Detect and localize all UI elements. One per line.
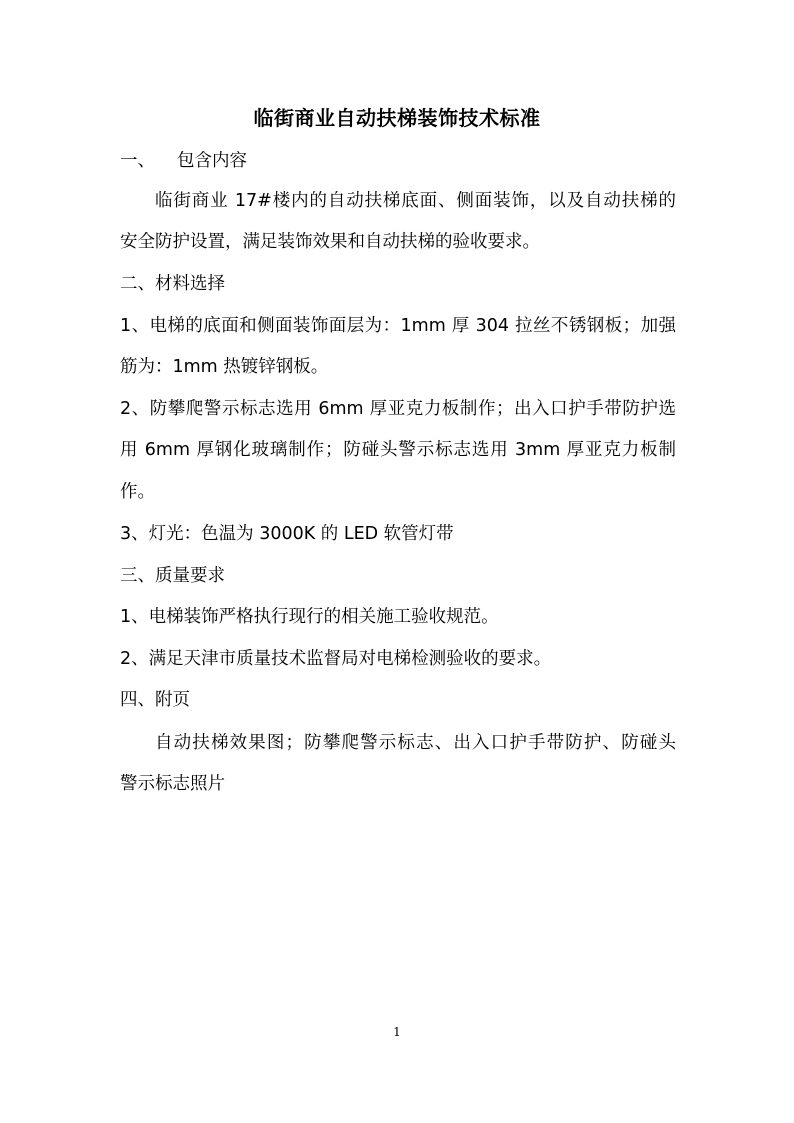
- paragraph-line: 安全防护设置，满足装饰效果和自动扶梯的验收要求。: [120, 232, 540, 252]
- section-heading-appendix: 四、附页: [120, 690, 190, 710]
- paragraph-line: 警示标志照片: [120, 774, 225, 794]
- paragraph-line: 2、防攀爬警示标志选用 6mm 厚亚克力板制作；出入口护手带防护选: [120, 399, 676, 419]
- paragraph-line: 自动扶梯效果图；防攀爬警示标志、出入口护手带防护、防碰头: [155, 733, 676, 753]
- section-heading-materials: 二、材料选择: [120, 274, 225, 294]
- paragraph-line: 临街商业 17#楼内的自动扶梯底面、侧面装饰，以及自动扶梯的: [155, 191, 676, 211]
- section-heading-text: 包含内容: [177, 151, 247, 171]
- paragraph-line: 3、灯光：色温为 3000K 的 LED 软管灯带: [120, 524, 454, 544]
- paragraph-line: 用 6mm 厚钢化玻璃制作；防碰头警示标志选用 3mm 厚亚克力板制: [120, 440, 676, 460]
- section-number: 一、: [120, 151, 155, 171]
- paragraph-line: 1、电梯装饰严格执行现行的相关施工验收规范。: [120, 607, 499, 627]
- paragraph-line: 作。: [120, 482, 155, 502]
- page-number: 1: [393, 1025, 401, 1039]
- paragraph-line: 2、满足天津市质量技术监督局对电梯检测验收的要求。: [120, 649, 552, 669]
- paragraph-line: 筋为：1mm 热镀锌钢板。: [120, 357, 329, 377]
- section-heading-quality: 三、质量要求: [120, 566, 225, 586]
- document-title: 临街商业自动扶梯装饰技术标准: [253, 106, 541, 130]
- paragraph-line: 1、电梯的底面和侧面装饰面层为：1mm 厚 304 拉丝不锈钢板；加强: [120, 316, 676, 336]
- section-heading-contents: [120, 148, 676, 174]
